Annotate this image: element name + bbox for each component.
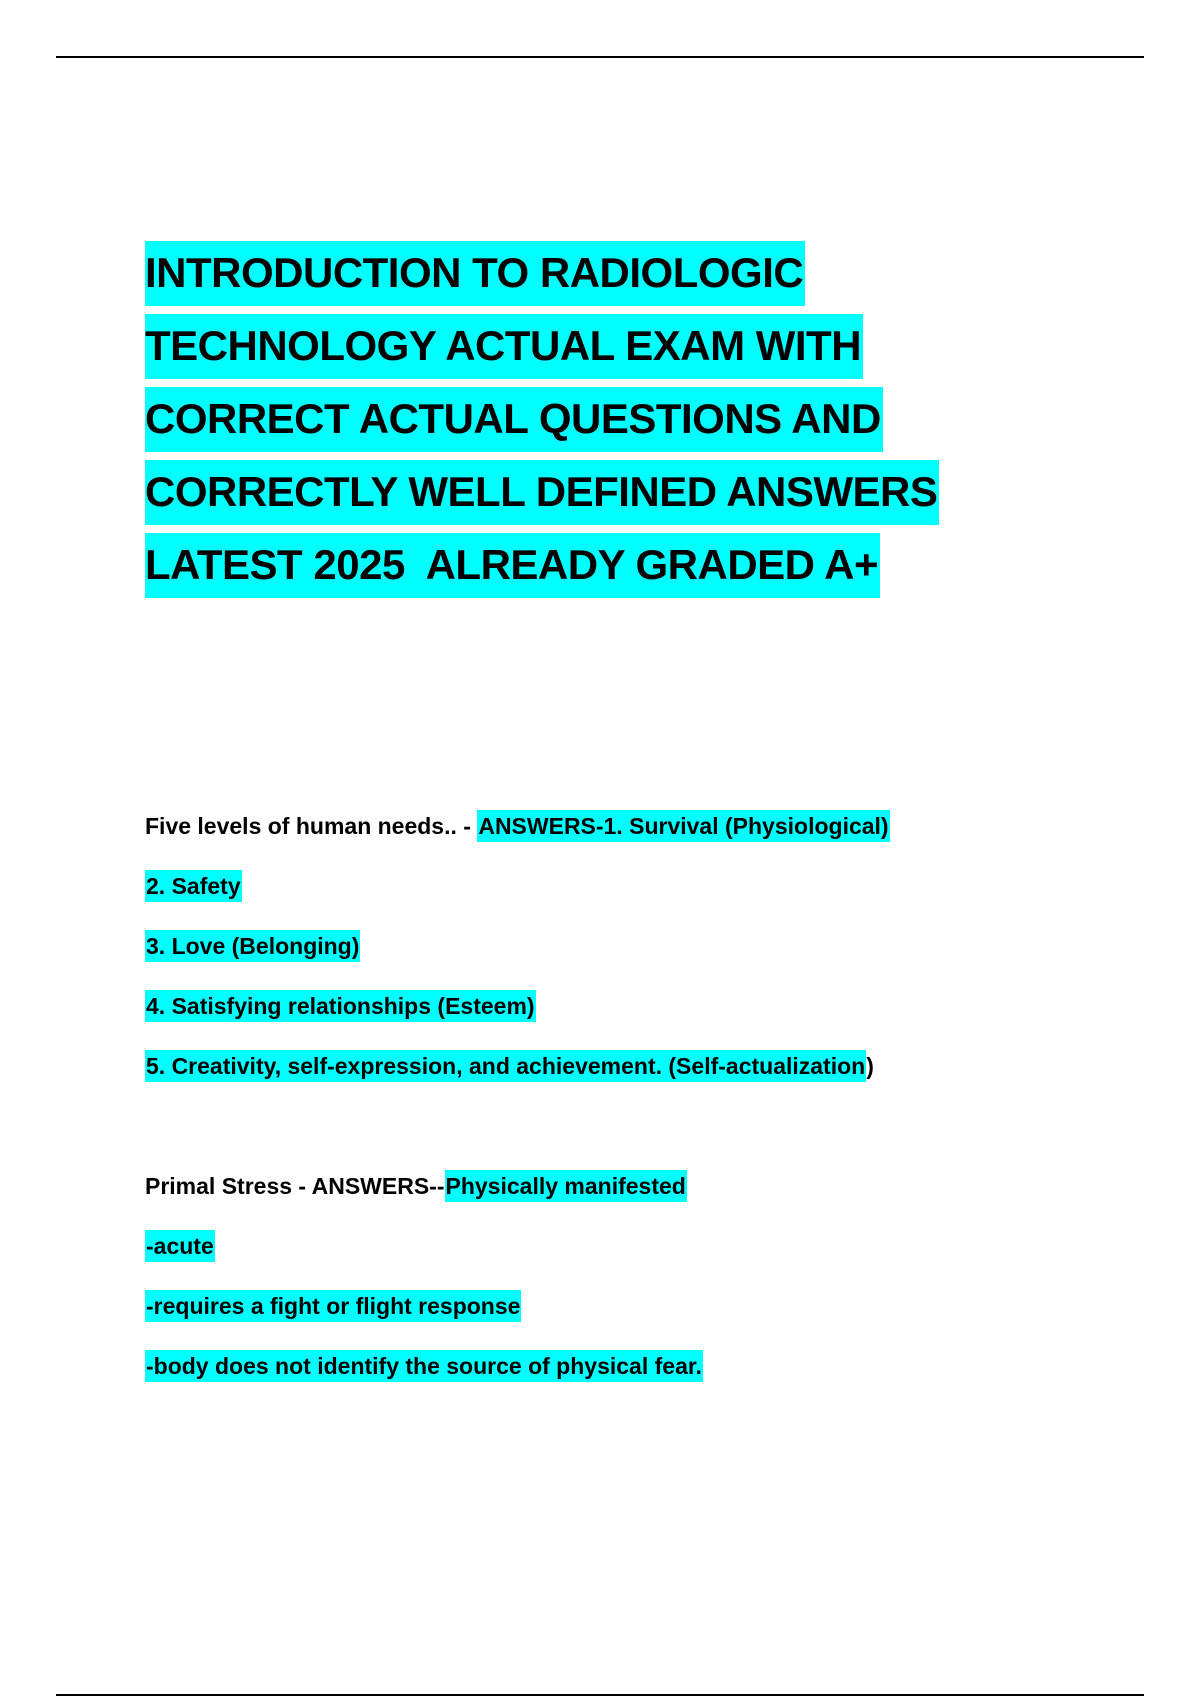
title-line: CORRECTLY WELL DEFINED ANSWERS bbox=[145, 455, 1045, 528]
question-prompt: Primal Stress - ANSWERS-- bbox=[145, 1173, 445, 1199]
answer-line bbox=[145, 986, 1145, 1046]
question-prompt: Five levels of human needs.. - bbox=[145, 813, 478, 839]
answer-line bbox=[145, 1226, 1145, 1286]
answer-line bbox=[145, 1046, 1145, 1106]
answer-text: ANSWERS-1. Survival (Physiological) bbox=[477, 810, 889, 842]
title-line: CORRECT ACTUAL QUESTIONS AND bbox=[145, 382, 1045, 455]
title-line: LATEST 2025 ALREADY GRADED A+ bbox=[145, 528, 1045, 601]
answer-line bbox=[145, 866, 1145, 926]
answer-text: 5. Creativity, self-expression, and achievement. (Self-actualization bbox=[145, 1050, 866, 1082]
answer-tail: ) bbox=[866, 1053, 874, 1079]
answer-line bbox=[145, 1346, 1145, 1406]
question-line bbox=[145, 1166, 1145, 1226]
answer-text: Physically manifested bbox=[445, 1170, 687, 1202]
top-rule bbox=[56, 56, 1144, 58]
answer-text: -acute bbox=[145, 1230, 215, 1262]
answer-text: 4. Satisfying relationships (Esteem) bbox=[145, 990, 536, 1022]
question-line bbox=[145, 806, 1145, 866]
title-line: TECHNOLOGY ACTUAL EXAM WITH bbox=[145, 309, 1045, 382]
document-title bbox=[145, 236, 1045, 601]
answer-text: 2. Safety bbox=[145, 870, 242, 902]
answer-text: -requires a fight or flight response bbox=[145, 1290, 521, 1322]
answer-text: -body does not identify the source of physical fear. bbox=[145, 1350, 703, 1382]
question-human-needs bbox=[145, 806, 1145, 1106]
question-primal-stress bbox=[145, 1166, 1145, 1406]
answer-line bbox=[145, 926, 1145, 986]
title-line: INTRODUCTION TO RADIOLOGIC bbox=[145, 236, 1045, 309]
answer-text: 3. Love (Belonging) bbox=[145, 930, 360, 962]
bottom-rule bbox=[56, 1694, 1144, 1696]
answer-line bbox=[145, 1286, 1145, 1346]
